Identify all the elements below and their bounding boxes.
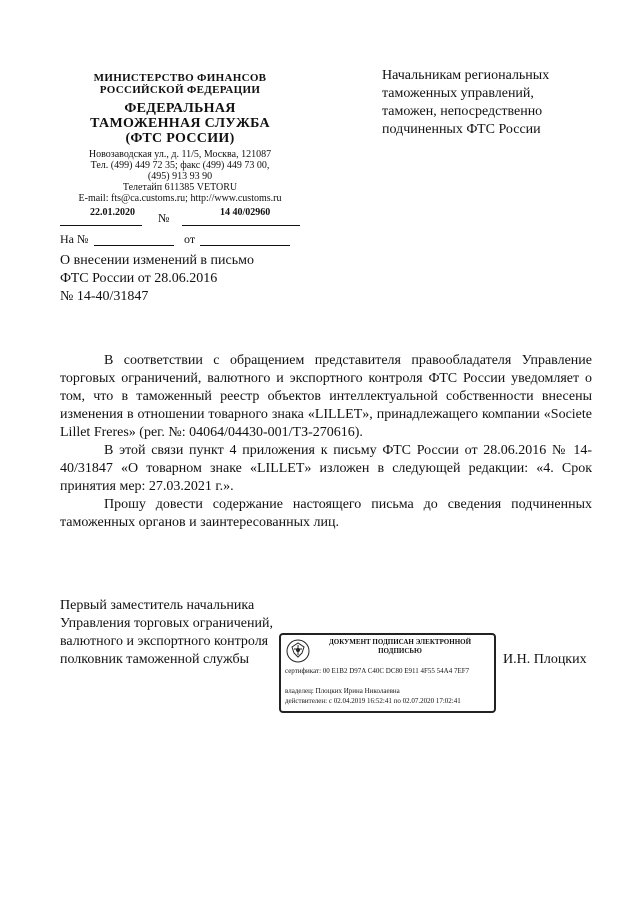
number-underline [182, 225, 300, 226]
registration-number-label: № [158, 211, 170, 225]
ministry-heading [60, 72, 300, 96]
address-line-1: Новозаводская ул., д. 11/5, Москва, 121087 [88, 149, 272, 160]
service-line-2: ТАМОЖЕННАЯ СЛУЖБА [90, 116, 270, 131]
registration-number: 14 40/02960 [220, 207, 271, 218]
stamp-title [315, 638, 485, 656]
address-line-4: Телетайп 611385 VETORU [122, 182, 238, 193]
stamp-validity: действителен: с 02.04.2019 16:52:41 по 02.07.2020 17:02:41 [285, 697, 461, 705]
addressee-line-2: таможенных управлений, [382, 86, 534, 101]
address-line-2: Тел. (499) 449 72 35; факс (499) 449 73 00, [90, 160, 270, 171]
letter-body [60, 352, 592, 532]
addressee-line-4: подчиненных ФТС России [382, 122, 541, 137]
subject-line-1: О внесении изменений в письмо [60, 253, 254, 268]
body-paragraph-2: В этой связи пункт 4 приложения к письму ФТС России от 28.06.2016 № 14-40/31847 «О товарном знаке «LILLET» изложен в следующей редакции: «4. Срок принятия мер: 27.03.2021 г.». [60, 443, 592, 494]
from-label: от [184, 232, 196, 246]
signer-position-line-2: Управления торговых ограничений, [60, 616, 273, 631]
stamp-certificate: сертификат: 00 E1B2 D97A C40C DC80 E911 4F55 54A4 7EF7 [285, 667, 470, 675]
signer-position-line-4: полковник таможенной службы [60, 652, 250, 667]
subject-block [60, 252, 320, 306]
registration-line [60, 205, 300, 235]
stamp-title-line-2: ПОДПИСЬЮ [378, 647, 422, 655]
signer-position-line-1: Первый заместитель начальника [60, 598, 255, 613]
addressee-line-3: таможен, непосредственно [382, 104, 543, 119]
addressee-block [382, 67, 592, 139]
address-block [60, 149, 300, 204]
ref-underline [94, 245, 174, 246]
body-paragraph-3: Прошу довести содержание настоящего письма до сведения подчиненных таможенных органов и заинтересованных лиц. [60, 497, 592, 530]
date-underline [60, 225, 142, 226]
service-line-1: ФЕДЕРАЛЬНАЯ [124, 101, 236, 116]
electronic-signature-stamp [279, 633, 496, 713]
address-line-5: E-mail: fts@ca.customs.ru; http://www.customs.ru [78, 193, 282, 204]
signer-name: И.Н. Плоцких [503, 652, 587, 667]
from-underline [200, 245, 290, 246]
reference-line [60, 232, 300, 248]
service-heading [60, 101, 300, 146]
address-line-3: (495) 913 93 90 [147, 171, 213, 182]
addressee-line-1: Начальникам региональных [382, 68, 550, 83]
body-paragraph-1: В соответствии с обращением представителя правообладателя Управление торговых ограничений, валютного и экспортного контроля ФТС России уведомляет о том, что в таможенный реестр объектов интеллектуальной собственности внесены изменения в отношении товарного знака «LILLET», принадлежащего компании «Societe Lillet Freres» (рег. №: 04064/04430-001/ТЗ-270616). [60, 353, 592, 440]
service-line-3: (ФТС РОССИИ) [125, 131, 235, 146]
customs-emblem-icon [285, 638, 311, 664]
stamp-owner: владелец: Плоцких Ирина Николаевна [285, 687, 400, 695]
subject-line-3: № 14-40/31847 [60, 289, 149, 304]
stamp-title-line-1: ДОКУМЕНТ ПОДПИСАН ЭЛЕКТРОННОЙ [328, 638, 472, 646]
subject-line-2: ФТС России от 28.06.2016 [60, 271, 218, 286]
signer-position-line-3: валютного и экспортного контроля [60, 634, 269, 649]
ministry-line-2: РОССИЙСКОЙ ФЕДЕРАЦИИ [99, 84, 261, 96]
ref-label: На № [60, 232, 89, 246]
ministry-line-1: МИНИСТЕРСТВО ФИНАНСОВ [93, 72, 267, 84]
registration-date: 22.01.2020 [90, 207, 135, 218]
